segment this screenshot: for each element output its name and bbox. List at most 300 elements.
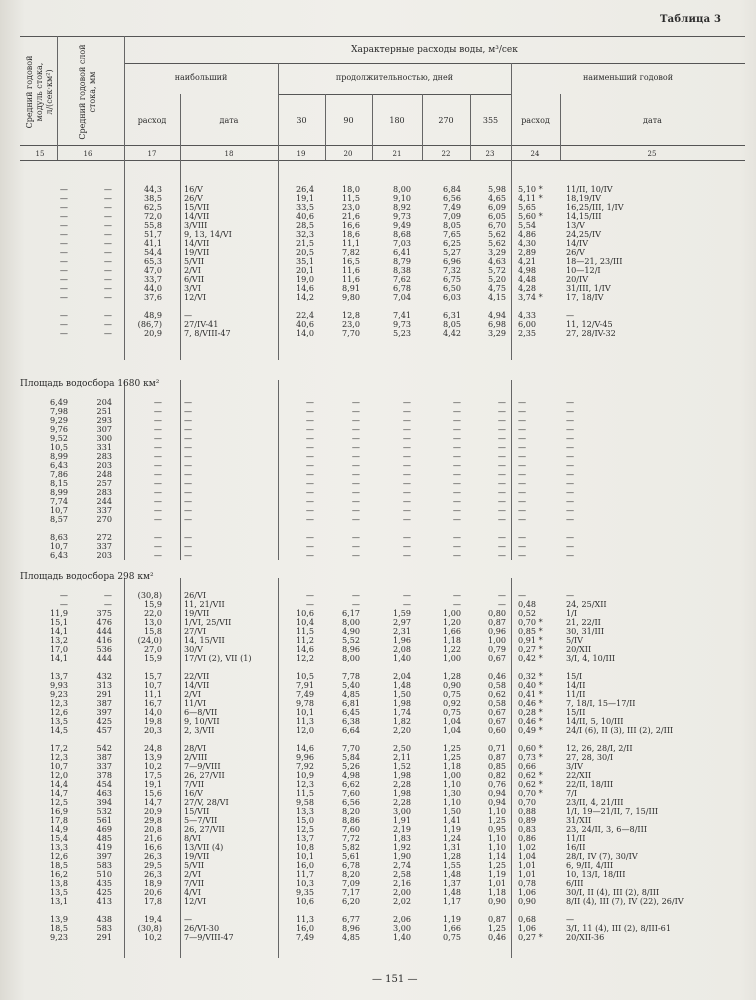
table-cell: 15,9 — [143, 653, 162, 663]
table-cell: 2,50 — [392, 743, 411, 753]
table-row — [0, 443, 756, 452]
table-cell: 27, 28/IV-32 — [566, 328, 616, 338]
table-cell: 14/VII — [184, 211, 210, 221]
table-cell: 22,4 — [295, 310, 314, 320]
table-cell: 32,3 — [295, 229, 314, 239]
table-cell: — — [351, 433, 360, 443]
table-cell: 11/VI — [184, 698, 207, 708]
table-cell: 0,88 — [518, 806, 537, 816]
table-row — [0, 203, 756, 212]
table-row — [0, 627, 756, 636]
table-cell: 397 — [96, 851, 112, 861]
table-row — [0, 542, 756, 551]
table-cell: — — [351, 541, 360, 551]
table-cell: 469 — [96, 824, 112, 834]
table-cell: — — [59, 274, 68, 284]
table-cell: 5,26 — [341, 761, 360, 771]
table-cell: — — [452, 442, 461, 452]
table-cell: 1,10 — [487, 833, 506, 843]
table-cell: 1,25 — [487, 923, 506, 933]
table-cell: — — [153, 487, 162, 497]
table-cell: 7,60 — [341, 788, 360, 798]
table-cell: 1,25 — [442, 743, 461, 753]
table-cell: 2/VIII — [184, 752, 208, 762]
table-cell: — — [184, 550, 193, 560]
table-cell: 11,6 — [341, 274, 360, 284]
discharge2-header: расход — [521, 116, 550, 125]
table-cell: 15,1 — [49, 617, 68, 627]
table-cell: 16,9 — [49, 806, 68, 816]
table-cell: — — [153, 451, 162, 461]
table-cell: 7—9/VIII-47 — [184, 932, 234, 942]
table-cell: — — [305, 550, 314, 560]
table-cell: 387 — [96, 698, 112, 708]
table-cell: 8,15 — [49, 478, 68, 488]
col15-header: Средний годовой модуль стока, л/(сек·км²) — [25, 55, 54, 129]
table-cell: 3/I, 4, 10/III — [566, 653, 616, 663]
table-cell: 18—21, 23/III — [566, 256, 623, 266]
table-cell: 397 — [96, 707, 112, 717]
table-cell: 7,09 — [341, 878, 360, 888]
table-cell: 19/VII — [184, 247, 210, 257]
table-cell: 31/III, 1/IV — [566, 283, 611, 293]
table-cell: 55,8 — [143, 220, 162, 230]
table-cell: 14,6 — [295, 644, 314, 654]
table-row — [0, 434, 756, 443]
column-number: 17 — [147, 150, 157, 158]
table-cell: 4/VI — [184, 887, 201, 897]
table-cell: — — [305, 514, 314, 524]
table-cell: 11,5 — [295, 788, 314, 798]
table-cell: 9,78 — [295, 698, 314, 708]
table-cell: 23,0 — [341, 319, 360, 329]
table-cell: — — [153, 541, 162, 551]
table-cell: — — [103, 238, 112, 248]
table-cell: 0,41 * — [518, 689, 543, 699]
table-cell: — — [518, 451, 527, 461]
table-cell: 26,3 — [143, 851, 162, 861]
table-row — [0, 398, 756, 407]
table-cell: — — [566, 505, 575, 515]
table-cell: 7,92 — [295, 761, 314, 771]
table-cell: 16,25/III, 1/IV — [566, 202, 624, 212]
table-row — [0, 861, 756, 870]
table-cell: — — [59, 238, 68, 248]
table-cell: — — [184, 310, 193, 320]
table-cell: 7,98 — [49, 406, 68, 416]
table-cell: 14,9 — [49, 824, 68, 834]
table-cell: — — [59, 599, 68, 609]
table-cell: 44,3 — [143, 184, 162, 194]
table-cell: — — [402, 541, 411, 551]
table-cell: 6,05 — [487, 211, 506, 221]
table-cell: — — [153, 397, 162, 407]
table-cell: — — [351, 424, 360, 434]
table-cell: 12,6 — [49, 851, 68, 861]
table-cell: 10,4 — [295, 617, 314, 627]
table-cell: 1,00 — [487, 635, 506, 645]
table-cell: 8,96 — [341, 923, 360, 933]
table-cell: 14/VII — [184, 238, 210, 248]
table-cell: 7,74 — [49, 496, 68, 506]
table-cell: 4,11 * — [518, 193, 543, 203]
table-cell: — — [153, 406, 162, 416]
table-cell: — — [184, 541, 193, 551]
table-cell: 15/II — [566, 707, 586, 717]
table-cell: 0,94 — [487, 797, 506, 807]
table-cell: 3/I, 11 (4), III (2), 8/III-61 — [566, 923, 671, 933]
table-cell: 19,8 — [143, 716, 162, 726]
table-cell: — — [518, 590, 527, 600]
table-cell: 0,28 * — [518, 707, 543, 717]
table-cell: — — [59, 319, 68, 329]
table-cell: 6,81 — [341, 698, 360, 708]
table-cell: 37,6 — [143, 292, 162, 302]
table-cell: 1,28 — [442, 851, 461, 861]
table-cell: 291 — [96, 932, 112, 942]
table-cell: — — [305, 433, 314, 443]
table-cell: 4,28 — [518, 283, 537, 293]
table-cell: 7/VII — [184, 878, 205, 888]
table-row — [0, 924, 756, 933]
table-cell: 38,5 — [143, 193, 162, 203]
table-cell: — — [402, 478, 411, 488]
table-cell: 17,0 — [49, 644, 68, 654]
table-cell: — — [103, 184, 112, 194]
table-cell: 7, 18/I, 15—17/II — [566, 698, 636, 708]
table-cell: 9,58 — [295, 797, 314, 807]
column-number: 22 — [441, 150, 451, 158]
table-cell: 54,4 — [143, 247, 162, 257]
table-cell: 1,66 — [442, 923, 461, 933]
table-cell: 14, 15/VII — [184, 635, 225, 645]
table-cell: 65,3 — [143, 256, 162, 266]
table-cell: 438 — [96, 914, 112, 924]
table-cell: 21,6 — [341, 211, 360, 221]
table-cell: — — [59, 283, 68, 293]
table-cell: — — [351, 469, 360, 479]
table-cell: — — [497, 433, 506, 443]
table-cell: 19,0 — [295, 274, 314, 284]
table-cell: 0,32 * — [518, 671, 543, 681]
table-cell: 6,20 — [341, 896, 360, 906]
table-cell: 10—12/I — [566, 265, 601, 275]
table-cell: 425 — [96, 887, 112, 897]
table-cell: 24, 25/XII — [566, 599, 607, 609]
table-cell: — — [452, 469, 461, 479]
table-cell: 11,1 — [341, 238, 360, 248]
table-cell: 6,84 — [442, 184, 461, 194]
table-cell: — — [452, 424, 461, 434]
table-cell: 5,40 — [341, 680, 360, 690]
table-cell: 15/VII — [184, 202, 210, 212]
largest-header: наибольший — [174, 73, 228, 82]
table-cell: (24,0) — [137, 635, 162, 645]
table-cell: 0,82 — [487, 770, 506, 780]
table-cell: — — [497, 550, 506, 560]
table-cell: 1,25 — [487, 860, 506, 870]
table-cell: — — [452, 590, 461, 600]
rule — [325, 94, 326, 160]
table-cell: 0,91 * — [518, 635, 543, 645]
table-cell: 11,1 — [143, 689, 162, 699]
table-cell: — — [566, 397, 575, 407]
table-cell: 35,1 — [295, 256, 314, 266]
table-cell: 532 — [96, 806, 112, 816]
table-cell: — — [184, 442, 193, 452]
table-cell: 17, 18/IV — [566, 292, 604, 302]
table-cell: 5,84 — [341, 752, 360, 762]
table-cell: 1,10 — [442, 797, 461, 807]
table-cell: 10,7 — [49, 761, 68, 771]
table-cell: 2/VI — [184, 265, 201, 275]
table-cell: 11,6 — [341, 265, 360, 275]
table-cell: 23/II, 4, 21/III — [566, 797, 624, 807]
table-cell: — — [402, 433, 411, 443]
table-cell: 10,1 — [295, 851, 314, 861]
table-cell: 10,6 — [295, 608, 314, 618]
table-cell: 12,0 — [49, 770, 68, 780]
table-cell: — — [497, 541, 506, 551]
table-cell: — — [402, 397, 411, 407]
table-cell: 9, 13, 14/VI — [184, 229, 232, 239]
table-cell: 1,91 — [392, 815, 411, 825]
table-cell: 1,98 — [392, 770, 411, 780]
table-cell: 33,5 — [295, 202, 314, 212]
table-cell: 1/VI, 25/VII — [184, 617, 232, 627]
table-cell: — — [518, 415, 527, 425]
table-row — [0, 825, 756, 834]
table-cell: 9,76 — [49, 424, 68, 434]
table-cell: — — [497, 599, 506, 609]
table-cell: — — [59, 265, 68, 275]
table-cell: 22/VII — [184, 671, 210, 681]
table-cell: 331 — [96, 442, 112, 452]
table-cell: — — [497, 514, 506, 524]
table-cell: 14,5 — [49, 725, 68, 735]
table-cell: (86,7) — [137, 319, 162, 329]
table-row — [0, 591, 756, 600]
table-cell: 0,85 — [487, 761, 506, 771]
d180-header: 180 — [389, 116, 405, 125]
table-cell: 7,70 — [341, 743, 360, 753]
table-cell: 13,2 — [49, 635, 68, 645]
table-cell: — — [566, 469, 575, 479]
column-number: 16 — [83, 150, 93, 158]
table-cell: 6,31 — [442, 310, 461, 320]
table-row — [0, 708, 756, 717]
table-row — [0, 789, 756, 798]
table-cell: 1,00 — [442, 770, 461, 780]
table-cell: — — [305, 460, 314, 470]
table-cell: 425 — [96, 716, 112, 726]
table-cell: 9,96 — [295, 752, 314, 762]
column-number: 19 — [296, 150, 306, 158]
table-cell: 9,52 — [49, 433, 68, 443]
table-cell: 14,7 — [49, 788, 68, 798]
table-cell: 1,98 — [392, 788, 411, 798]
table-cell: — — [351, 478, 360, 488]
table-cell: 1,10 — [442, 779, 461, 789]
table-cell: 3,29 — [487, 247, 506, 257]
table-cell: — — [518, 460, 527, 470]
table-cell: 13,5 — [49, 887, 68, 897]
table-cell: 394 — [96, 797, 112, 807]
table-cell: 14/VII — [184, 680, 210, 690]
table-cell: — — [452, 406, 461, 416]
table-cell: 22/XII — [566, 770, 592, 780]
table-cell: — — [184, 406, 193, 416]
table-row — [0, 753, 756, 762]
table-cell: 15,8 — [143, 626, 162, 636]
table-cell: 1,10 — [487, 842, 506, 852]
table-cell: — — [103, 310, 112, 320]
table-cell: 5,52 — [341, 635, 360, 645]
date-header: дата — [219, 116, 239, 125]
table-cell: 14/II — [566, 680, 586, 690]
table-cell: — — [518, 478, 527, 488]
table-cell: 1,96 — [392, 635, 411, 645]
table-cell: 2,08 — [392, 644, 411, 654]
table-cell: 1,48 — [442, 887, 461, 897]
table-row — [0, 699, 756, 708]
table-cell: 11,3 — [295, 914, 314, 924]
table-cell: — — [518, 514, 527, 524]
table-cell: 4,15 — [487, 292, 506, 302]
table-cell: 30/I, II (4), III (2), 8/III — [566, 887, 660, 897]
table-cell: 0,40 * — [518, 680, 543, 690]
table-cell: 0,62 — [487, 689, 506, 699]
table-cell: 20,3 — [143, 725, 162, 735]
table-row — [0, 870, 756, 879]
table-cell: 16,6 — [341, 220, 360, 230]
table-cell: — — [452, 397, 461, 407]
table-cell: 11/II, 10/IV — [566, 184, 613, 194]
rule — [20, 160, 745, 161]
table-cell: 7,70 — [341, 328, 360, 338]
table-cell: 5,61 — [341, 851, 360, 861]
table-cell: — — [518, 541, 527, 551]
table-cell: 583 — [96, 923, 112, 933]
d30-header: 30 — [296, 116, 307, 125]
table-cell: — — [305, 415, 314, 425]
table-cell: 0,87 — [487, 914, 506, 924]
table-cell: 9,29 — [49, 415, 68, 425]
table-cell: 4,98 — [341, 770, 360, 780]
table-cell: 7,72 — [341, 833, 360, 843]
table-cell: — — [103, 590, 112, 600]
table-cell: — — [153, 433, 162, 443]
table-cell: 7,65 — [442, 229, 461, 239]
table-cell: 1,48 — [392, 680, 411, 690]
table-cell: 13,3 — [295, 806, 314, 816]
table-cell: — — [402, 442, 411, 452]
table-cell: 1/I — [566, 608, 578, 618]
table-cell: 0,87 — [487, 617, 506, 627]
table-cell: 26, 27/VII — [184, 824, 225, 834]
table-cell: — — [351, 590, 360, 600]
table-cell: — — [497, 415, 506, 425]
rule — [20, 145, 745, 146]
table-cell: 18,5 — [49, 923, 68, 933]
table-cell: 7,49 — [442, 202, 461, 212]
rule — [422, 94, 423, 160]
table-cell: 1,41 — [442, 815, 461, 825]
table-cell: 29,8 — [143, 815, 162, 825]
table-cell: 6/III — [566, 878, 584, 888]
table-cell: — — [351, 406, 360, 416]
table-cell: 6,70 — [487, 220, 506, 230]
table-cell: — — [497, 424, 506, 434]
table-cell: 14,7 — [143, 797, 162, 807]
table-cell: — — [184, 914, 193, 924]
table-cell: 9,23 — [49, 932, 68, 942]
table-cell: 10,2 — [143, 932, 162, 942]
table-cell: 12,5 — [49, 797, 68, 807]
table-cell: 5,82 — [341, 842, 360, 852]
table-cell: 1,06 — [518, 923, 537, 933]
table-cell: 11, 12/V-45 — [566, 319, 613, 329]
table-cell: 4,42 — [442, 328, 461, 338]
table-cell: — — [452, 460, 461, 470]
table-cell: 5,23 — [392, 328, 411, 338]
table-cell: 1,40 — [392, 653, 411, 663]
table-cell: 2,20 — [392, 725, 411, 735]
table-cell: 17/VI (2), VII (1) — [184, 653, 252, 663]
table-cell: 1,14 — [487, 851, 506, 861]
table-cell: — — [153, 415, 162, 425]
table-cell: — — [566, 550, 575, 560]
table-cell: 4,85 — [341, 932, 360, 942]
table-cell: 1,66 — [442, 626, 461, 636]
table-cell: 2,00 — [392, 887, 411, 897]
column-number: 15 — [35, 150, 45, 158]
table-cell: 0,80 — [487, 608, 506, 618]
table-cell: — — [59, 211, 68, 221]
table-cell: — — [103, 229, 112, 239]
table-row — [0, 933, 756, 942]
table-cell: 15,4 — [49, 833, 68, 843]
table-cell: 7,03 — [392, 238, 411, 248]
table-cell: — — [103, 265, 112, 275]
table-cell: — — [566, 532, 575, 542]
table-cell: 15/VII — [184, 806, 210, 816]
table-cell: 0,52 — [518, 608, 537, 618]
table-cell: — — [59, 256, 68, 266]
table-cell: 10,5 — [49, 442, 68, 452]
column-number: 24 — [530, 150, 540, 158]
table-cell: 291 — [96, 689, 112, 699]
rule — [180, 94, 181, 160]
table-cell: 12,8 — [341, 310, 360, 320]
table-row — [0, 185, 756, 194]
table-cell: 1,04 — [518, 851, 537, 861]
table-cell: 3/VIII — [184, 220, 208, 230]
table-cell: 0,67 — [487, 707, 506, 717]
table-cell: 21,5 — [295, 238, 314, 248]
table-cell: 12,3 — [49, 698, 68, 708]
table-cell: — — [153, 532, 162, 542]
table-row — [0, 470, 756, 479]
table-cell: — — [566, 487, 575, 497]
table-cell: 457 — [96, 725, 112, 735]
table-row — [0, 239, 756, 248]
table-cell: 5,27 — [442, 247, 461, 257]
table-row — [0, 284, 756, 293]
table-cell: 7,82 — [341, 247, 360, 257]
table-cell: 23,0 — [341, 202, 360, 212]
table-cell: 0,67 — [487, 716, 506, 726]
